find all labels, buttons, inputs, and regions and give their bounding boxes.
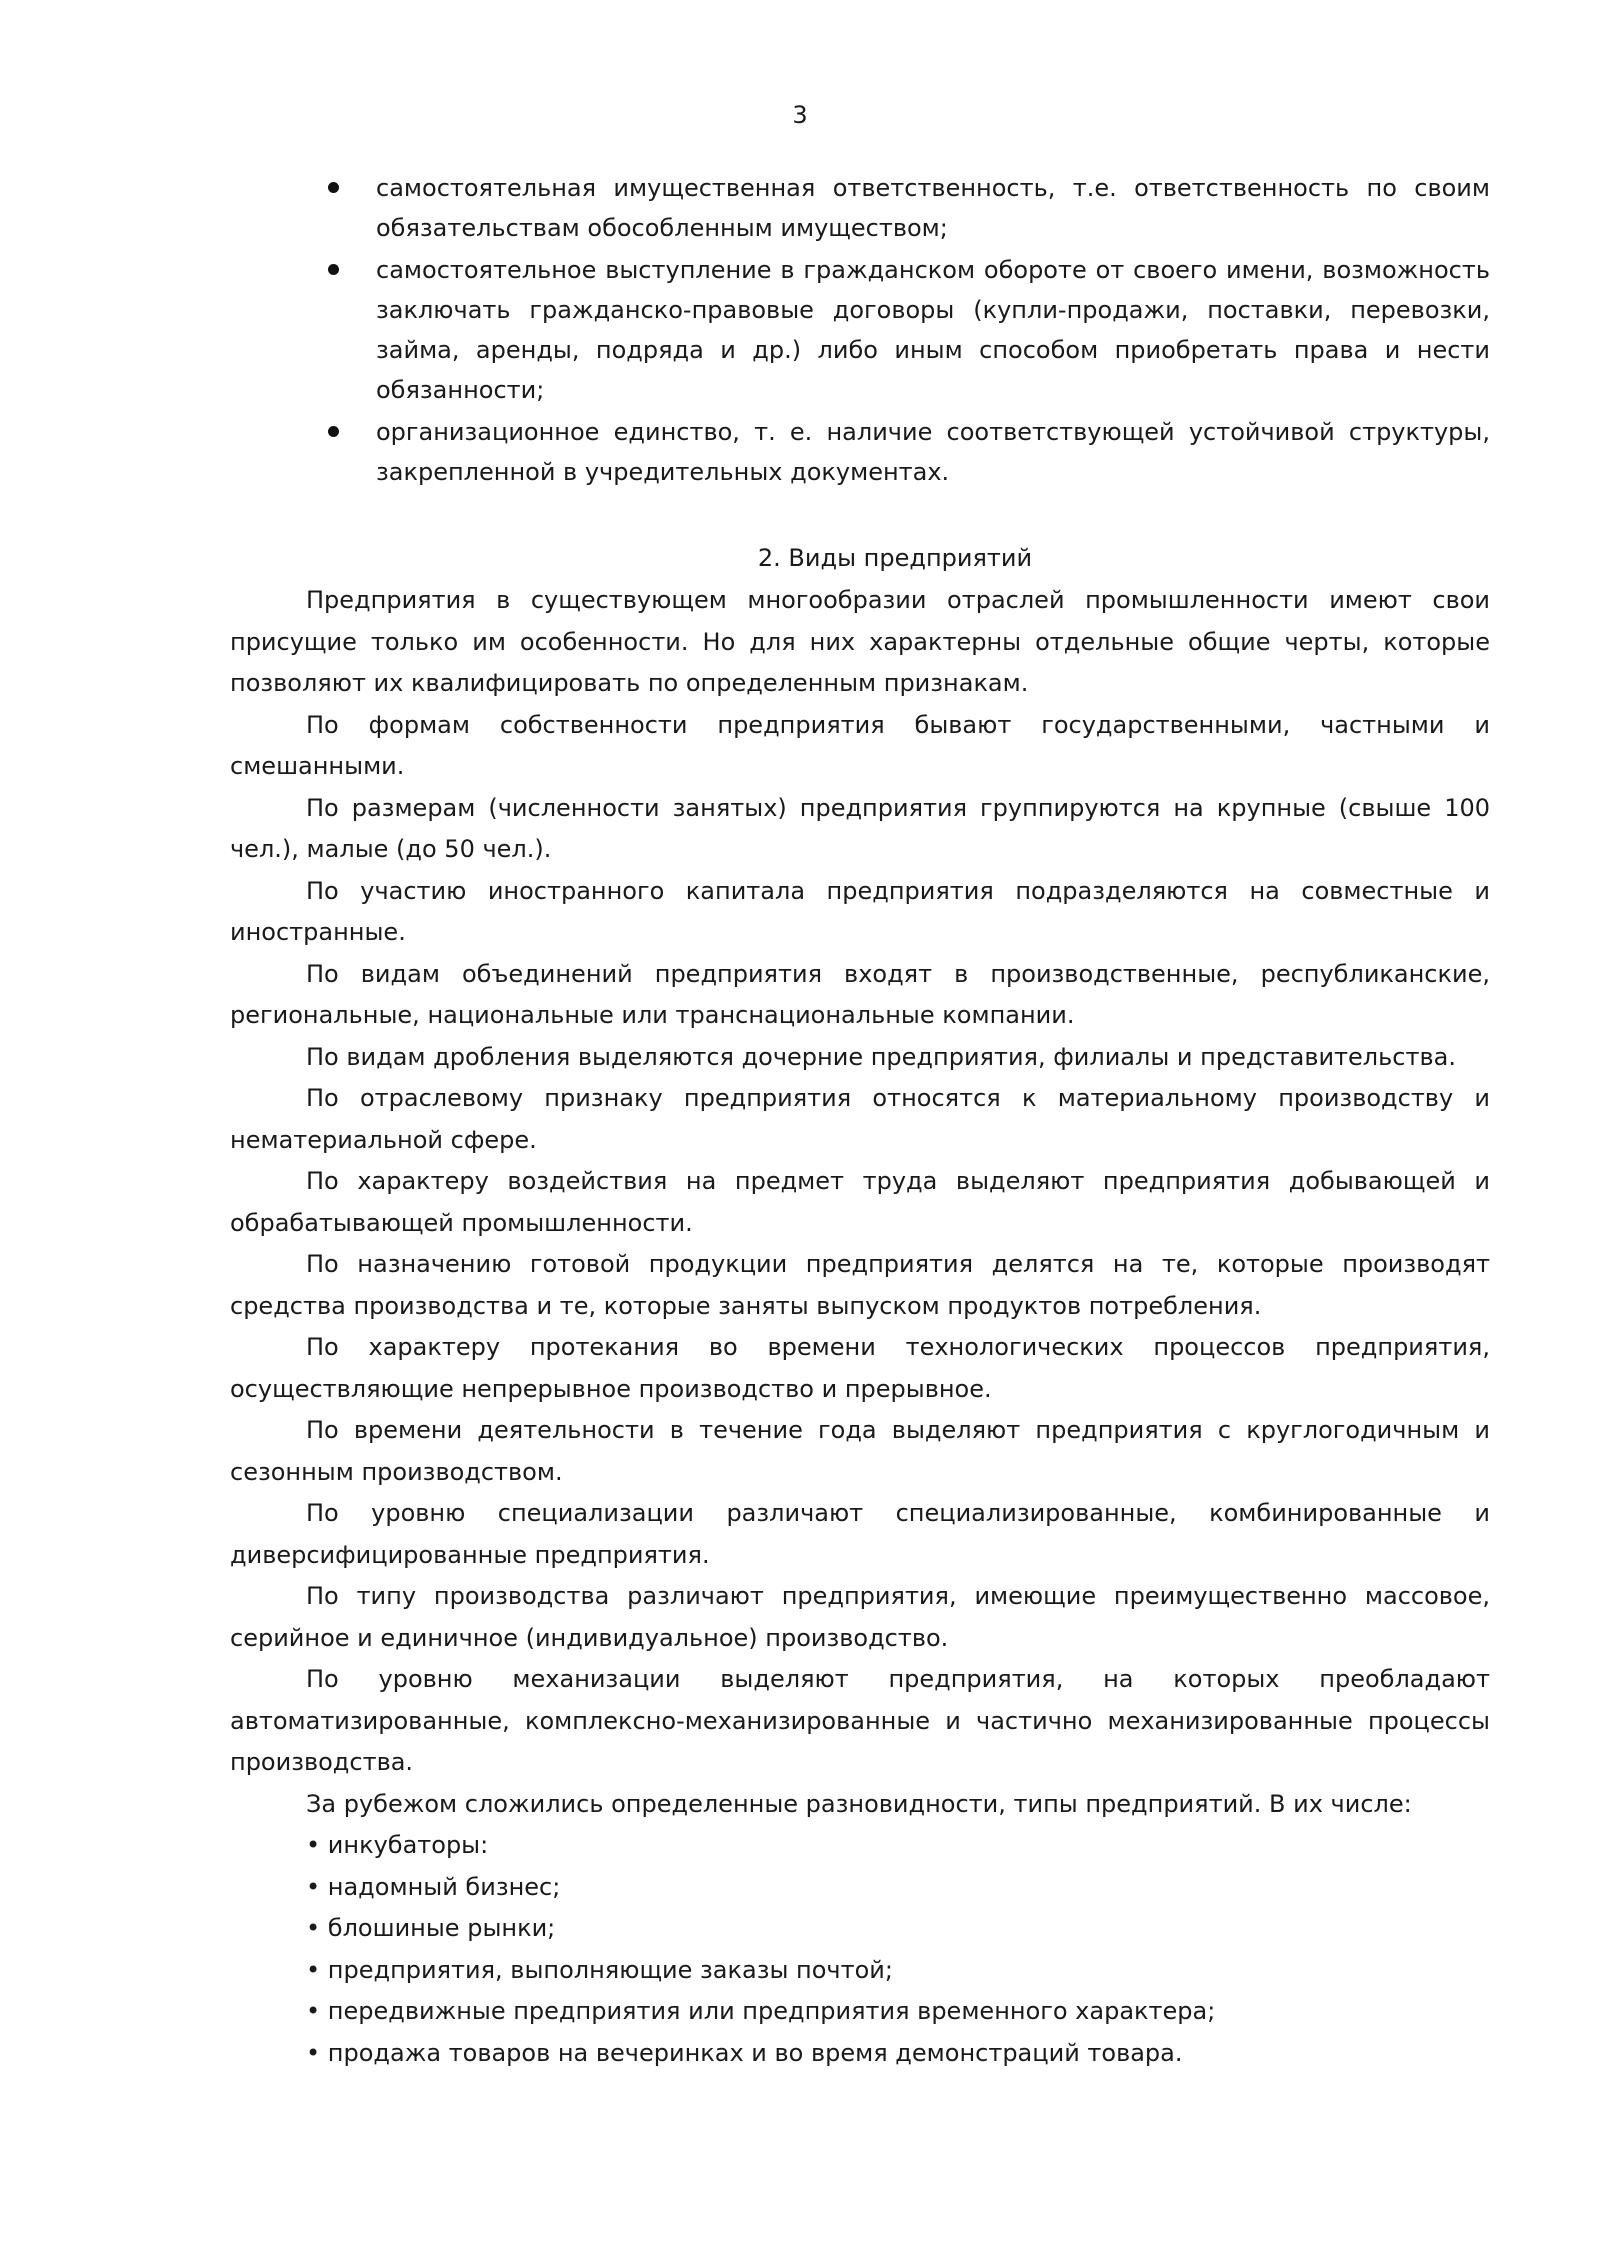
bullet-icon: [328, 264, 339, 275]
paragraph: По типу производства различают предприятия, имеющие преимущественно массовое, серийное и единичное (индивидуальное) производство.: [230, 1582, 1490, 1652]
paragraph: По назначению готовой продукции предприятия делятся на те, которые производят средства производства и те, которые заняты выпуском продуктов потребления.: [230, 1250, 1490, 1320]
section-title: 2. Виды предприятий: [757, 544, 1033, 572]
paragraph: Предприятия в существующем многообразии отраслей промышленности имеют свои присущие только им особенности. Но для них характерны отдельные общие черты, которые позволяют их квалифицировать по определенным признакам.: [230, 586, 1490, 697]
bullet-text: организационное единство, т. е. наличие соответствующей устойчивой структуры, закрепленной в учредительных документах.: [376, 418, 1490, 486]
paragraph: По характеру воздействия на предмет труда выделяют предприятия добывающей и обрабатывающей промышленности.: [230, 1167, 1490, 1237]
intro-bullet-list: [230, 168, 1490, 494]
bullet-icon: [328, 426, 339, 437]
list-item: • блошиные рынки;: [306, 1914, 556, 1942]
paragraph: За рубежом сложились определенные разновидности, типы предприятий. В их числе:: [306, 1789, 1412, 1818]
foreign-types-list: [230, 1825, 1490, 2074]
list-item: • предприятия, выполняющие заказы почтой;: [306, 1955, 893, 1984]
paragraph: По видам объединений предприятия входят в производственные, республиканские, региональные, национальные или транснациональные компании.: [230, 959, 1490, 1029]
paragraph: По уровню специализации различают специализированные, комбинированные и диверсифицированные предприятия.: [230, 1499, 1490, 1569]
paragraph: По размерам (численности занятых) предприятия группируются на крупные (свыше 100 чел.), малые (до 50 чел.).: [230, 793, 1490, 863]
list-item: • инкубаторы:: [306, 1831, 489, 1859]
list-item: [230, 168, 1490, 248]
list-item: • надомный бизнес;: [306, 1872, 561, 1901]
paragraph: По видам дробления выделяются дочерние предприятия, филиалы и представительства.: [306, 1042, 1456, 1071]
paragraph: По формам собственности предприятия бывают государственными, частными и смешанными.: [230, 710, 1490, 780]
list-item: [230, 412, 1490, 492]
paragraph: По характеру протекания во времени технологических процессов предприятия, осуществляющие непрерывное производство и прерывное.: [230, 1333, 1490, 1403]
bullet-text: самостоятельное выступление в гражданском обороте от своего имени, возможность заключать гражданско-правовые договоры (купли-продажи, поставки, перевозки, займа, аренды, подряда и др.) либо иным способом приобретать права и нести обязанности;: [376, 256, 1490, 404]
paragraph: По уровню механизации выделяют предприятия, на которых преобладают автоматизированные, комплексно-механизированные и частично механизированные процессы производства.: [230, 1665, 1490, 1776]
paragraph: По участию иностранного капитала предприятия подразделяются на совместные и иностранные.: [230, 876, 1490, 946]
paragraph: По отраслевому признаку предприятия относятся к материальному производству и нематериальной сфере.: [230, 1084, 1490, 1154]
bullet-text: самостоятельная имущественная ответственность, т.е. ответственность по своим обязательствам обособленным имуществом;: [376, 174, 1490, 242]
bullet-icon: [328, 182, 339, 193]
list-item: • передвижные предприятия или предприятия временного характера;: [306, 1997, 1216, 2025]
paragraph: По времени деятельности в течение года выделяют предприятия с круглогодичным и сезонным производством.: [230, 1416, 1490, 1486]
list-item: • продажа товаров на вечеринках и во время демонстраций товара.: [306, 2038, 1183, 2067]
page-number: 3: [792, 101, 808, 129]
list-item: [230, 250, 1490, 410]
document-body: [230, 580, 1490, 2074]
